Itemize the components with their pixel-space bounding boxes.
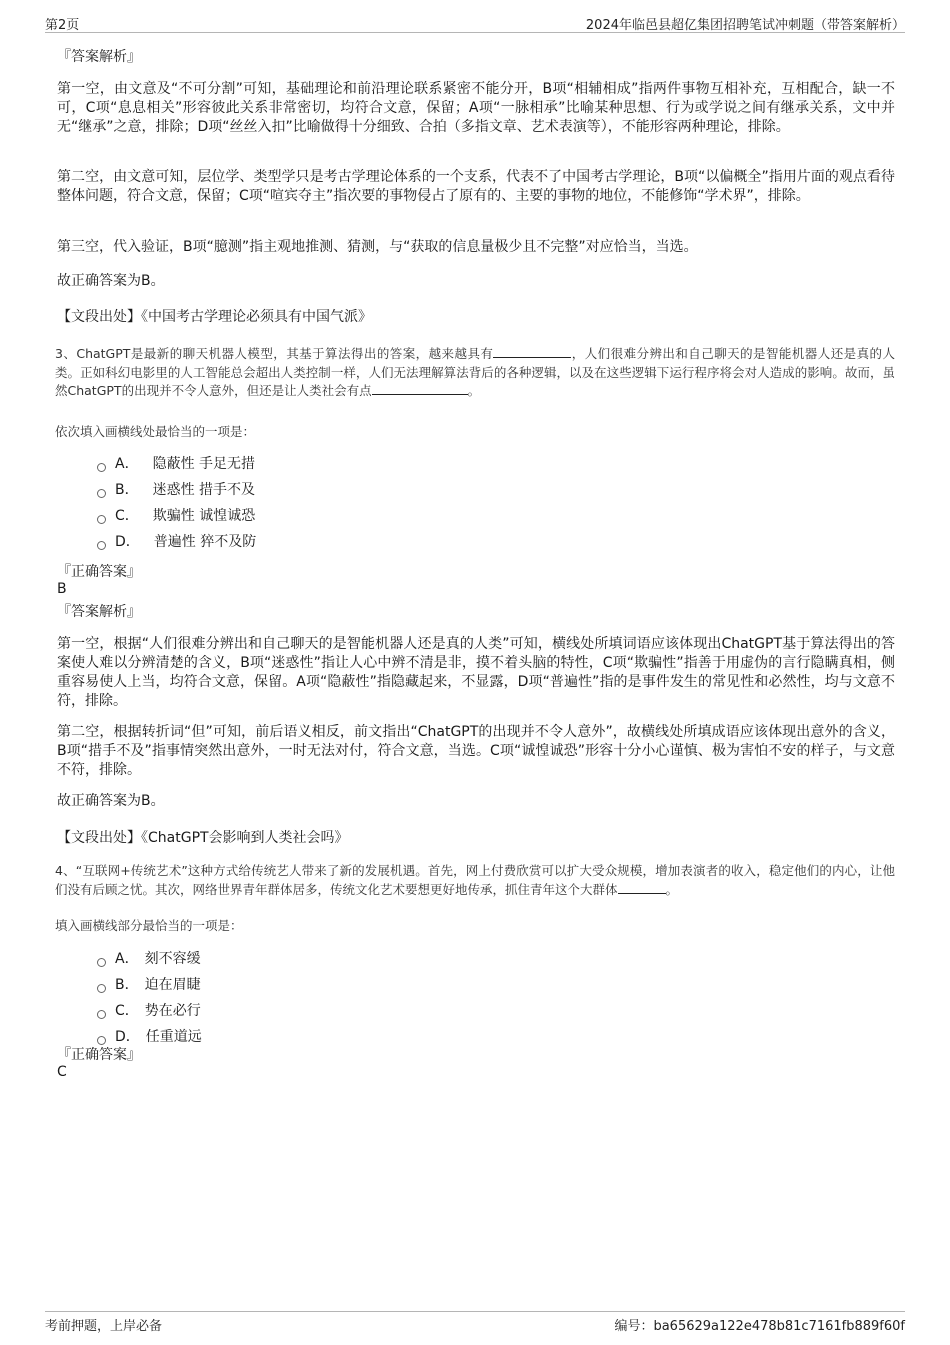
document-code: 编号：ba65629a122e478b81c7161fb889f60f — [614, 1319, 905, 1334]
analysis-label: 『答案解析』 — [57, 604, 141, 620]
option-a[interactable]: A． 隐蔽性 手足无措 — [97, 454, 255, 474]
analysis-paragraph: 第一空，根据“人们很难分辨出和自己聊天的是智能机器人还是真的人类”可知，横线处所填词语应该体现出ChatGPT基于算法得出的答案使人难以分辨清楚的含义，B项“迷惑性”指让人心中辨不清是非，摸不着头脑的特性，C项“欺骗性”指善于用虚伪的言行隐瞒真相，侧重容易使人上当，均符合文意，保留。A项“隐蔽性”指隐藏起来，不显露，D项“普遍性”指的是事件发生的常见性和必然性，均与文意不符，排除。 — [57, 636, 895, 709]
option-c[interactable]: C． 欺骗性 诚惶诚恐 — [97, 506, 255, 526]
option-d[interactable]: D． 普遍性 猝不及防 — [97, 532, 256, 552]
correct-answer-label: 『正确答案』 — [57, 1047, 141, 1063]
option-d[interactable]: D． 任重道远 — [97, 1027, 202, 1047]
answer-conclusion: 故正确答案为B。 — [57, 793, 165, 809]
option-c[interactable]: C． 势在必行 — [97, 1001, 201, 1021]
correct-answer-label: 『正确答案』 — [57, 564, 141, 580]
question-stem: 4、“互联网+传统艺术”这种方式给传统艺人带来了新的发展机遇。首先，网上付费欣赏可以扩大受众规模，增加表演者的收入，稳定他们的内心，让他们没有后顾之忧。其次，网络世界青年群体居多，传统文化艺术要想更好地传承，抓住青年这个大群体 。 — [55, 863, 895, 897]
option-b[interactable]: B． 迫在眉睫 — [97, 975, 201, 995]
source-citation: 【文段出处】《ChatGPT会影响到人类社会吗》 — [57, 830, 349, 846]
correct-answer-value: B — [57, 581, 67, 597]
question-prompt: 填入画横线部分最恰当的一项是： — [55, 918, 243, 933]
analysis-paragraph: 第一空，由文意及“不可分割”可知，基础理论和前沿理论联系紧密不能分开，B项“相辅相成”指两件事物互相补充，互相配合，缺一不可，C项“息息相关”形容彼此关系非常密切，均符合文意，保留；A项“一脉相承”比喻某种思想、行为或学说之间有继承关系，文中并无“继承”之意，排除；D项“丝丝入扣”比喻做得十分细致、合拍（多指文章、艺术表演等），不能形容两种理论，排除。 — [57, 81, 895, 135]
footer-slogan: 考前押题，上岸必备 — [45, 1319, 163, 1334]
radio-button[interactable] — [97, 463, 106, 472]
analysis-paragraph: 第三空，代入验证，B项“臆测”指主观地推测、猜测，与“获取的信息量极少且不完整”对应恰当，当选。 — [57, 239, 698, 255]
fill-blank — [618, 881, 666, 894]
correct-answer-value: C — [57, 1064, 67, 1080]
option-b[interactable]: B． 迷惑性 措手不及 — [97, 480, 255, 500]
analysis-label: 『答案解析』 — [57, 49, 141, 65]
radio-button[interactable] — [97, 1010, 106, 1019]
source-citation: 【文段出处】《中国考古学理论必须具有中国气派》 — [57, 309, 372, 325]
document-title: 2024年临邑县超亿集团招聘笔试冲刺题（带答案解析） — [585, 18, 905, 33]
question-prompt: 依次填入画横线处最恰当的一项是： — [55, 424, 256, 439]
page-footer — [45, 1311, 905, 1334]
radio-button[interactable] — [97, 984, 106, 993]
page-header — [45, 12, 905, 33]
fill-blank — [372, 382, 468, 395]
answer-conclusion: 故正确答案为B。 — [57, 273, 165, 289]
radio-button[interactable] — [97, 958, 106, 967]
radio-button[interactable] — [97, 541, 106, 550]
radio-button[interactable] — [97, 515, 106, 524]
analysis-paragraph: 第二空，由文意可知，层位学、类型学只是考古学理论体系的一个支系，代表不了中国考古学理论，B项“以偏概全”指用片面的观点看待整体问题，符合文意，保留；C项“喧宾夺主”指次要的事物侵占了原有的、主要的事物的地位，不能修饰“学术界”，排除。 — [57, 169, 895, 204]
radio-button[interactable] — [97, 489, 106, 498]
question-stem: 3、ChatGPT是最新的聊天机器人模型，其基于算法得出的答案，越来越具有 ，人们很难分辨出和自己聊天的是智能机器人还是真的人类。正如科幻电影里的人工智能总会超出人类控制一样，人们无法理解算法背后的各种逻辑，以及在这些逻辑下运行程序将会对人造成的影响。故而，虽然ChatGPT的出现并不令人意外，但还是让人类社会有点 。 — [55, 346, 895, 398]
option-a[interactable]: A． 刻不容缓 — [97, 949, 201, 969]
analysis-paragraph: 第二空，根据转折词“但”可知，前后语义相反，前文指出“ChatGPT的出现并不令人意外”，故横线处所填成语应该体现出意外的含义，B项“措手不及”指事情突然出意外，一时无法对付，符合文意，当选。C项“诚惶诚恐”形容十分小心谨慎、极为害怕不安的样子，与文意不符，排除。 — [57, 724, 895, 778]
fill-blank — [493, 345, 571, 358]
page-number: 第2页 — [45, 18, 80, 33]
